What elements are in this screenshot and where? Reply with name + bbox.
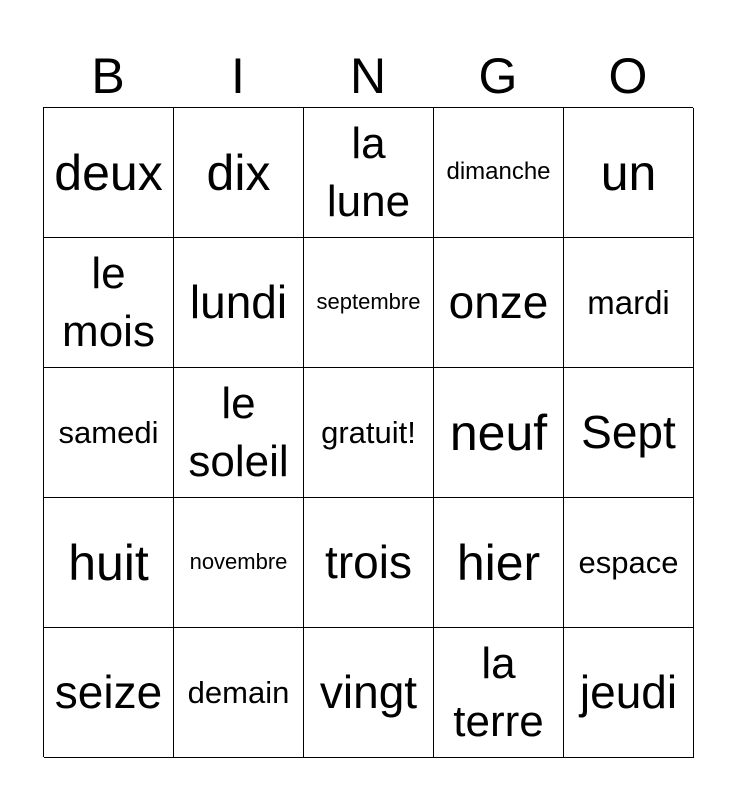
cell-text: espace [578,544,679,580]
header-letter-g: G [478,48,518,104]
cell-text: vingt [319,665,418,718]
cell-text: un [600,144,657,201]
bingo-cell[interactable] [564,368,694,498]
cell-text: deux [54,144,163,201]
bingo-cell[interactable] [304,238,434,368]
bingo-cell-free[interactable] [304,368,434,498]
bingo-cell[interactable] [434,108,564,238]
cell-text: la lune [326,119,411,226]
free-space-text: gratuit! [321,414,416,450]
bingo-cell[interactable] [304,498,434,628]
cell-text: hier [456,534,541,591]
bingo-board [43,107,693,757]
cell-text: neuf [449,404,548,461]
cell-text: Sept [581,405,676,458]
bingo-cell[interactable] [564,108,694,238]
cell-text: samedi [58,414,159,450]
cell-text: seize [54,665,163,718]
cell-text: jeudi [579,665,678,718]
cell-text: dimanche [446,158,551,186]
bingo-cell[interactable] [304,628,434,758]
bingo-cell[interactable] [304,108,434,238]
bingo-cell[interactable] [44,498,174,628]
cell-text: septembre [316,289,421,315]
bingo-cell[interactable] [174,238,304,368]
bingo-cell[interactable] [174,498,304,628]
cell-text: le soleil [188,379,289,486]
bingo-cell[interactable] [434,368,564,498]
bingo-cell[interactable] [44,368,174,498]
cell-text: le mois [62,249,155,356]
header-letter-o: O [608,48,648,104]
cell-text: novembre [189,549,288,575]
bingo-cell[interactable] [174,108,304,238]
cell-text: huit [68,534,149,591]
cell-text: lundi [189,275,288,328]
bingo-cell[interactable] [434,238,564,368]
cell-text: la terre [453,639,544,746]
bingo-cell[interactable] [434,628,564,758]
bingo-cell[interactable] [564,498,694,628]
bingo-cell[interactable] [434,498,564,628]
bingo-cell[interactable] [564,628,694,758]
bingo-cell[interactable] [44,628,174,758]
bingo-cell[interactable] [564,238,694,368]
bingo-cell[interactable] [44,238,174,368]
bingo-header [43,45,693,107]
cell-text: trois [325,535,412,588]
header-letter-b: B [91,48,125,104]
cell-text: demain [187,674,290,710]
bingo-cell[interactable] [44,108,174,238]
header-letter-n: N [349,48,387,104]
bingo-cell[interactable] [174,628,304,758]
header-letter-i: I [231,48,245,104]
cell-text: onze [448,275,549,328]
cell-text: dix [206,144,271,201]
cell-text: mardi [587,283,670,321]
bingo-cell[interactable] [174,368,304,498]
